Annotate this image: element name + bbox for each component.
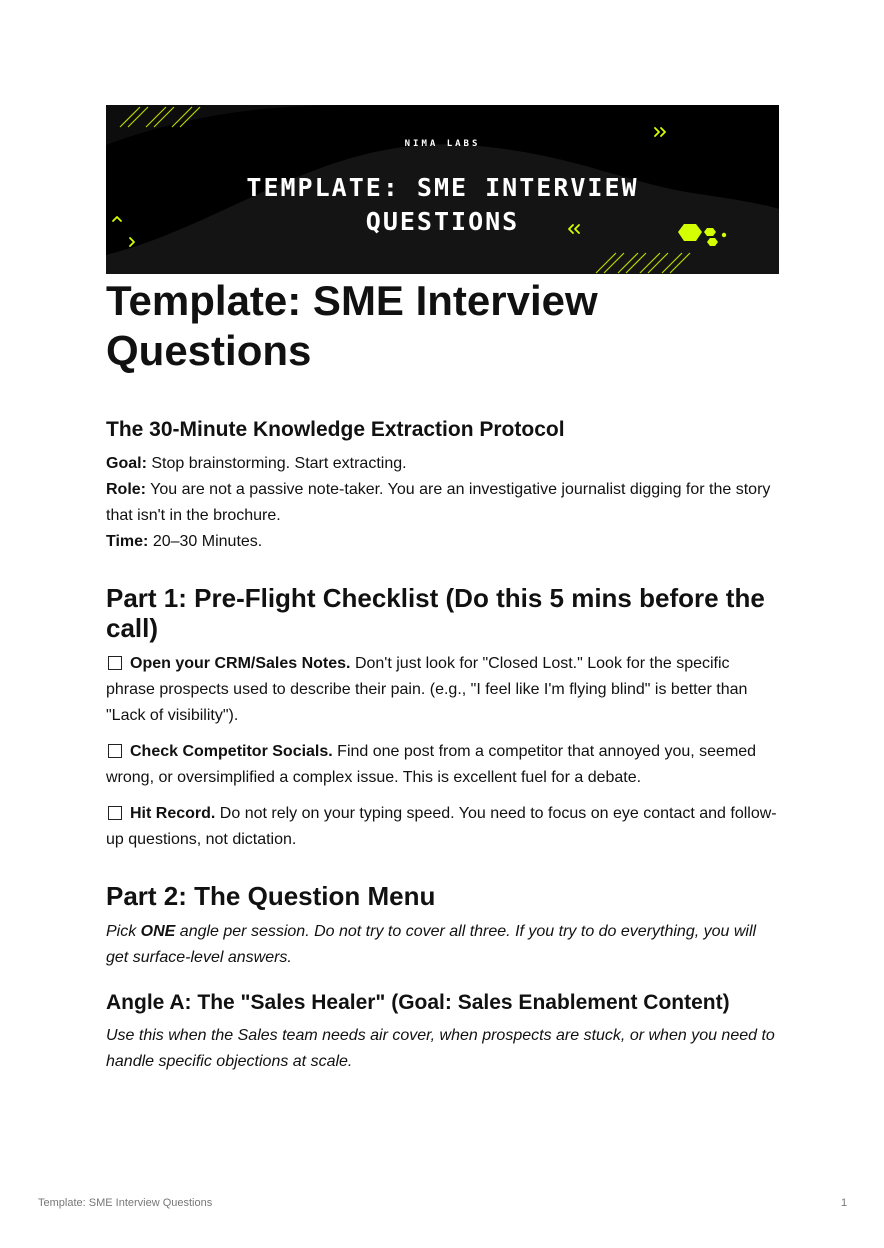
checklist-item-label: Open your CRM/Sales Notes. <box>130 655 351 672</box>
intro-post: angle per session. Do not try to cover all three. If you try to do everything, you will get surface-level answers. <box>106 923 757 966</box>
document-body <box>106 415 779 1075</box>
role-text: You are not a passive note-taker. You are an investigative journalist digging for the story that isn't in the brochure. <box>106 481 771 524</box>
checkbox[interactable] <box>108 656 122 670</box>
checklist-item-text: Find one post from a competitor that annoyed you, seemed wrong, or oversimplified a complex issue. This is excellent fuel for a debate. <box>106 743 757 786</box>
time-text: 20–30 Minutes. <box>148 533 263 550</box>
brand-logo: NIMA LABS <box>404 139 481 149</box>
checkbox[interactable] <box>108 744 122 758</box>
protocol-heading: The 30-Minute Knowledge Extraction Protocol <box>106 418 565 441</box>
checklist-item-text: Don't just look for "Closed Lost." Look for the specific phrase prospects used to describe their pain. (e.g., "I feel like I'm flying blind" is better than "Lack of visibility"). <box>106 655 748 724</box>
goal-text: Stop brainstorming. Start extracting. <box>146 455 407 472</box>
role-line <box>106 477 779 529</box>
checklist-item-label: Check Competitor Socials. <box>130 743 333 760</box>
checklist-item <box>106 651 779 729</box>
checkbox[interactable] <box>108 806 122 820</box>
footer-title: Template: SME Interview Questions <box>38 1197 213 1209</box>
intro-pre: Pick <box>106 923 141 940</box>
time-label: Time: <box>106 533 149 550</box>
checklist-item-label: Hit Record. <box>130 805 216 822</box>
page-number: 1 <box>841 1197 848 1209</box>
intro-bold: ONE <box>140 923 176 940</box>
banner-title: TEMPLATE: SME INTERVIEW QUESTIONS <box>246 173 639 236</box>
goal-label: Goal: <box>106 455 147 472</box>
goal-line <box>106 451 779 477</box>
part2-intro <box>106 919 779 971</box>
checklist-item <box>106 739 779 791</box>
time-line <box>106 529 779 555</box>
angle-a-heading: Angle A: The "Sales Healer" (Goal: Sales Enablement Content) <box>106 991 730 1014</box>
header-banner <box>106 105 779 274</box>
angle-a-text: Use this when the Sales team needs air cover, when prospects are stuck, or when you need to handle specific objections at scale. <box>106 1027 775 1070</box>
role-label: Role: <box>106 481 146 498</box>
part2-heading: Part 2: The Question Menu <box>106 881 436 911</box>
part1-heading: Part 1: Pre-Flight Checklist (Do this 5 mins before the call) <box>106 583 765 643</box>
checklist-item-text: Do not rely on your typing speed. You need to focus on eye contact and follow-up questions, not dictation. <box>106 805 777 848</box>
checklist-item <box>106 801 779 853</box>
page-title: Template: SME Interview Questions <box>106 277 598 374</box>
